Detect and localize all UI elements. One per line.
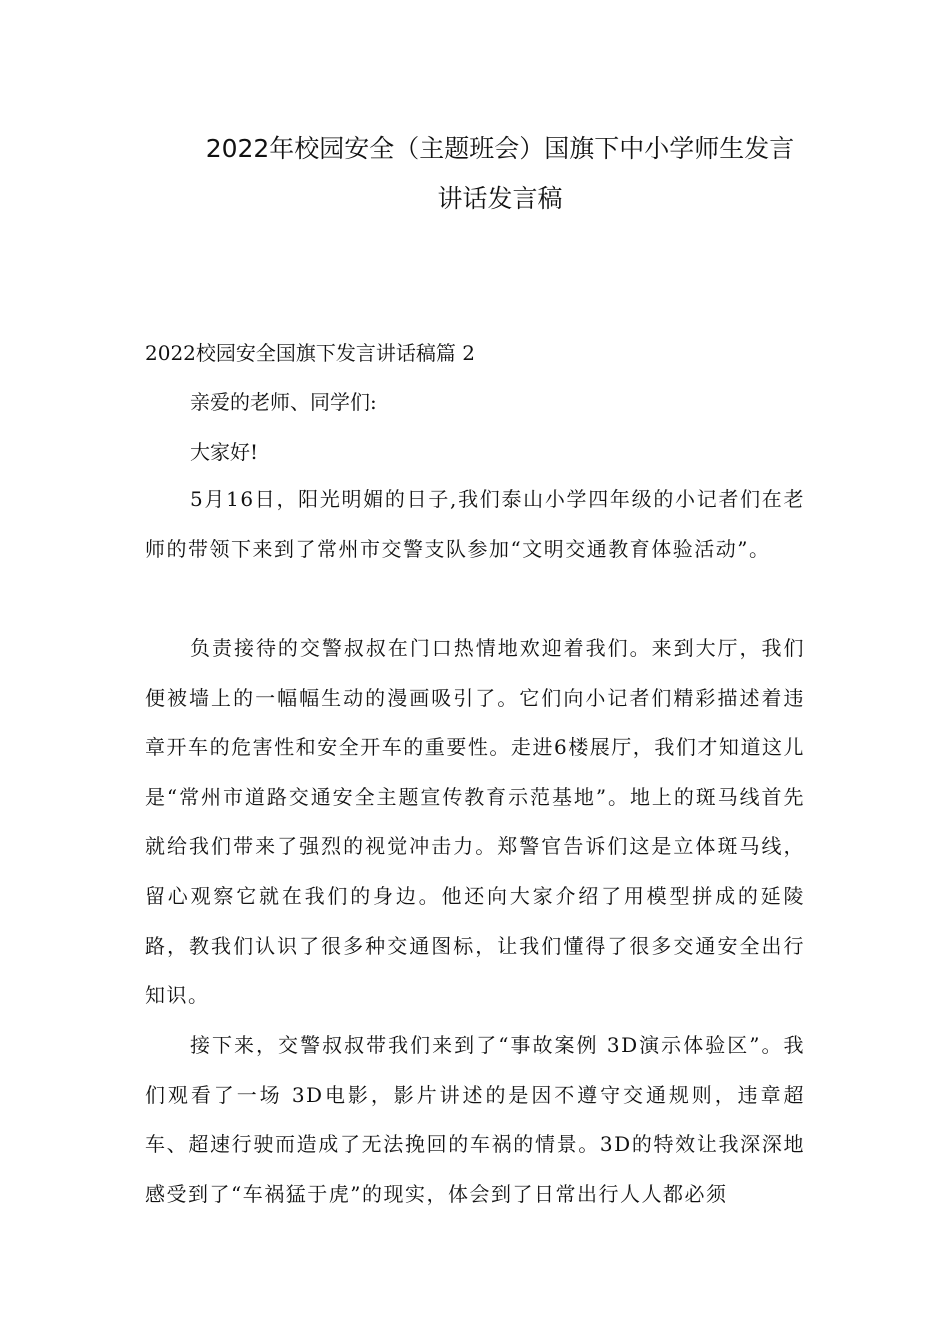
section-heading: 2022校园安全国旗下发言讲话稿篇 2 (145, 341, 475, 365)
document-title-line-2: 讲话发言稿 (437, 184, 563, 213)
document-title-line-1: 2022年校园安全（主题班会）国旗下中小学师生发言 (205, 134, 795, 163)
paragraph-1: 5月16日，阳光明媚的日子,我们泰山小学四年级的小记者们在老师的带领下来到了常州市交警支队参加“文明交通教育体验活动”。 (145, 487, 805, 561)
greeting: 大家好! (190, 440, 259, 464)
paragraph-3: 接下来，交警叔叔带我们来到了“事故案例 3D演示体验区”。我们观看了一场 3D电影，影片讲述的是因不遵守交通规则，违章超车、超速行驶而造成了无法挽回的车祸的情景。3D的特效让我深深地感受到了“车祸猛于虎”的现实，体会到了日常出行人人都必须 (145, 1033, 805, 1206)
paragraph-2: 负责接待的交警叔叔在门口热情地欢迎着我们。来到大厅，我们便被墙上的一幅幅生动的漫画吸引了。它们向小记者们精彩描述着违章开车的危害性和安全开车的重要性。走进6楼展厅，我们才知道这儿是“常州市道路交通安全主题宣传教育示范基地”。地上的斑马线首先就给我们带来了强烈的视觉冲击力。郑警官告诉们这是立体斑马线，留心观察它就在我们的身边。他还向大家介绍了用模型拼成的延陵路，教我们认识了很多种交通图标，让我们懂得了很多交通安全出行知识。 (145, 636, 805, 1008)
salutation: 亲爱的老师、同学们: (190, 390, 377, 414)
